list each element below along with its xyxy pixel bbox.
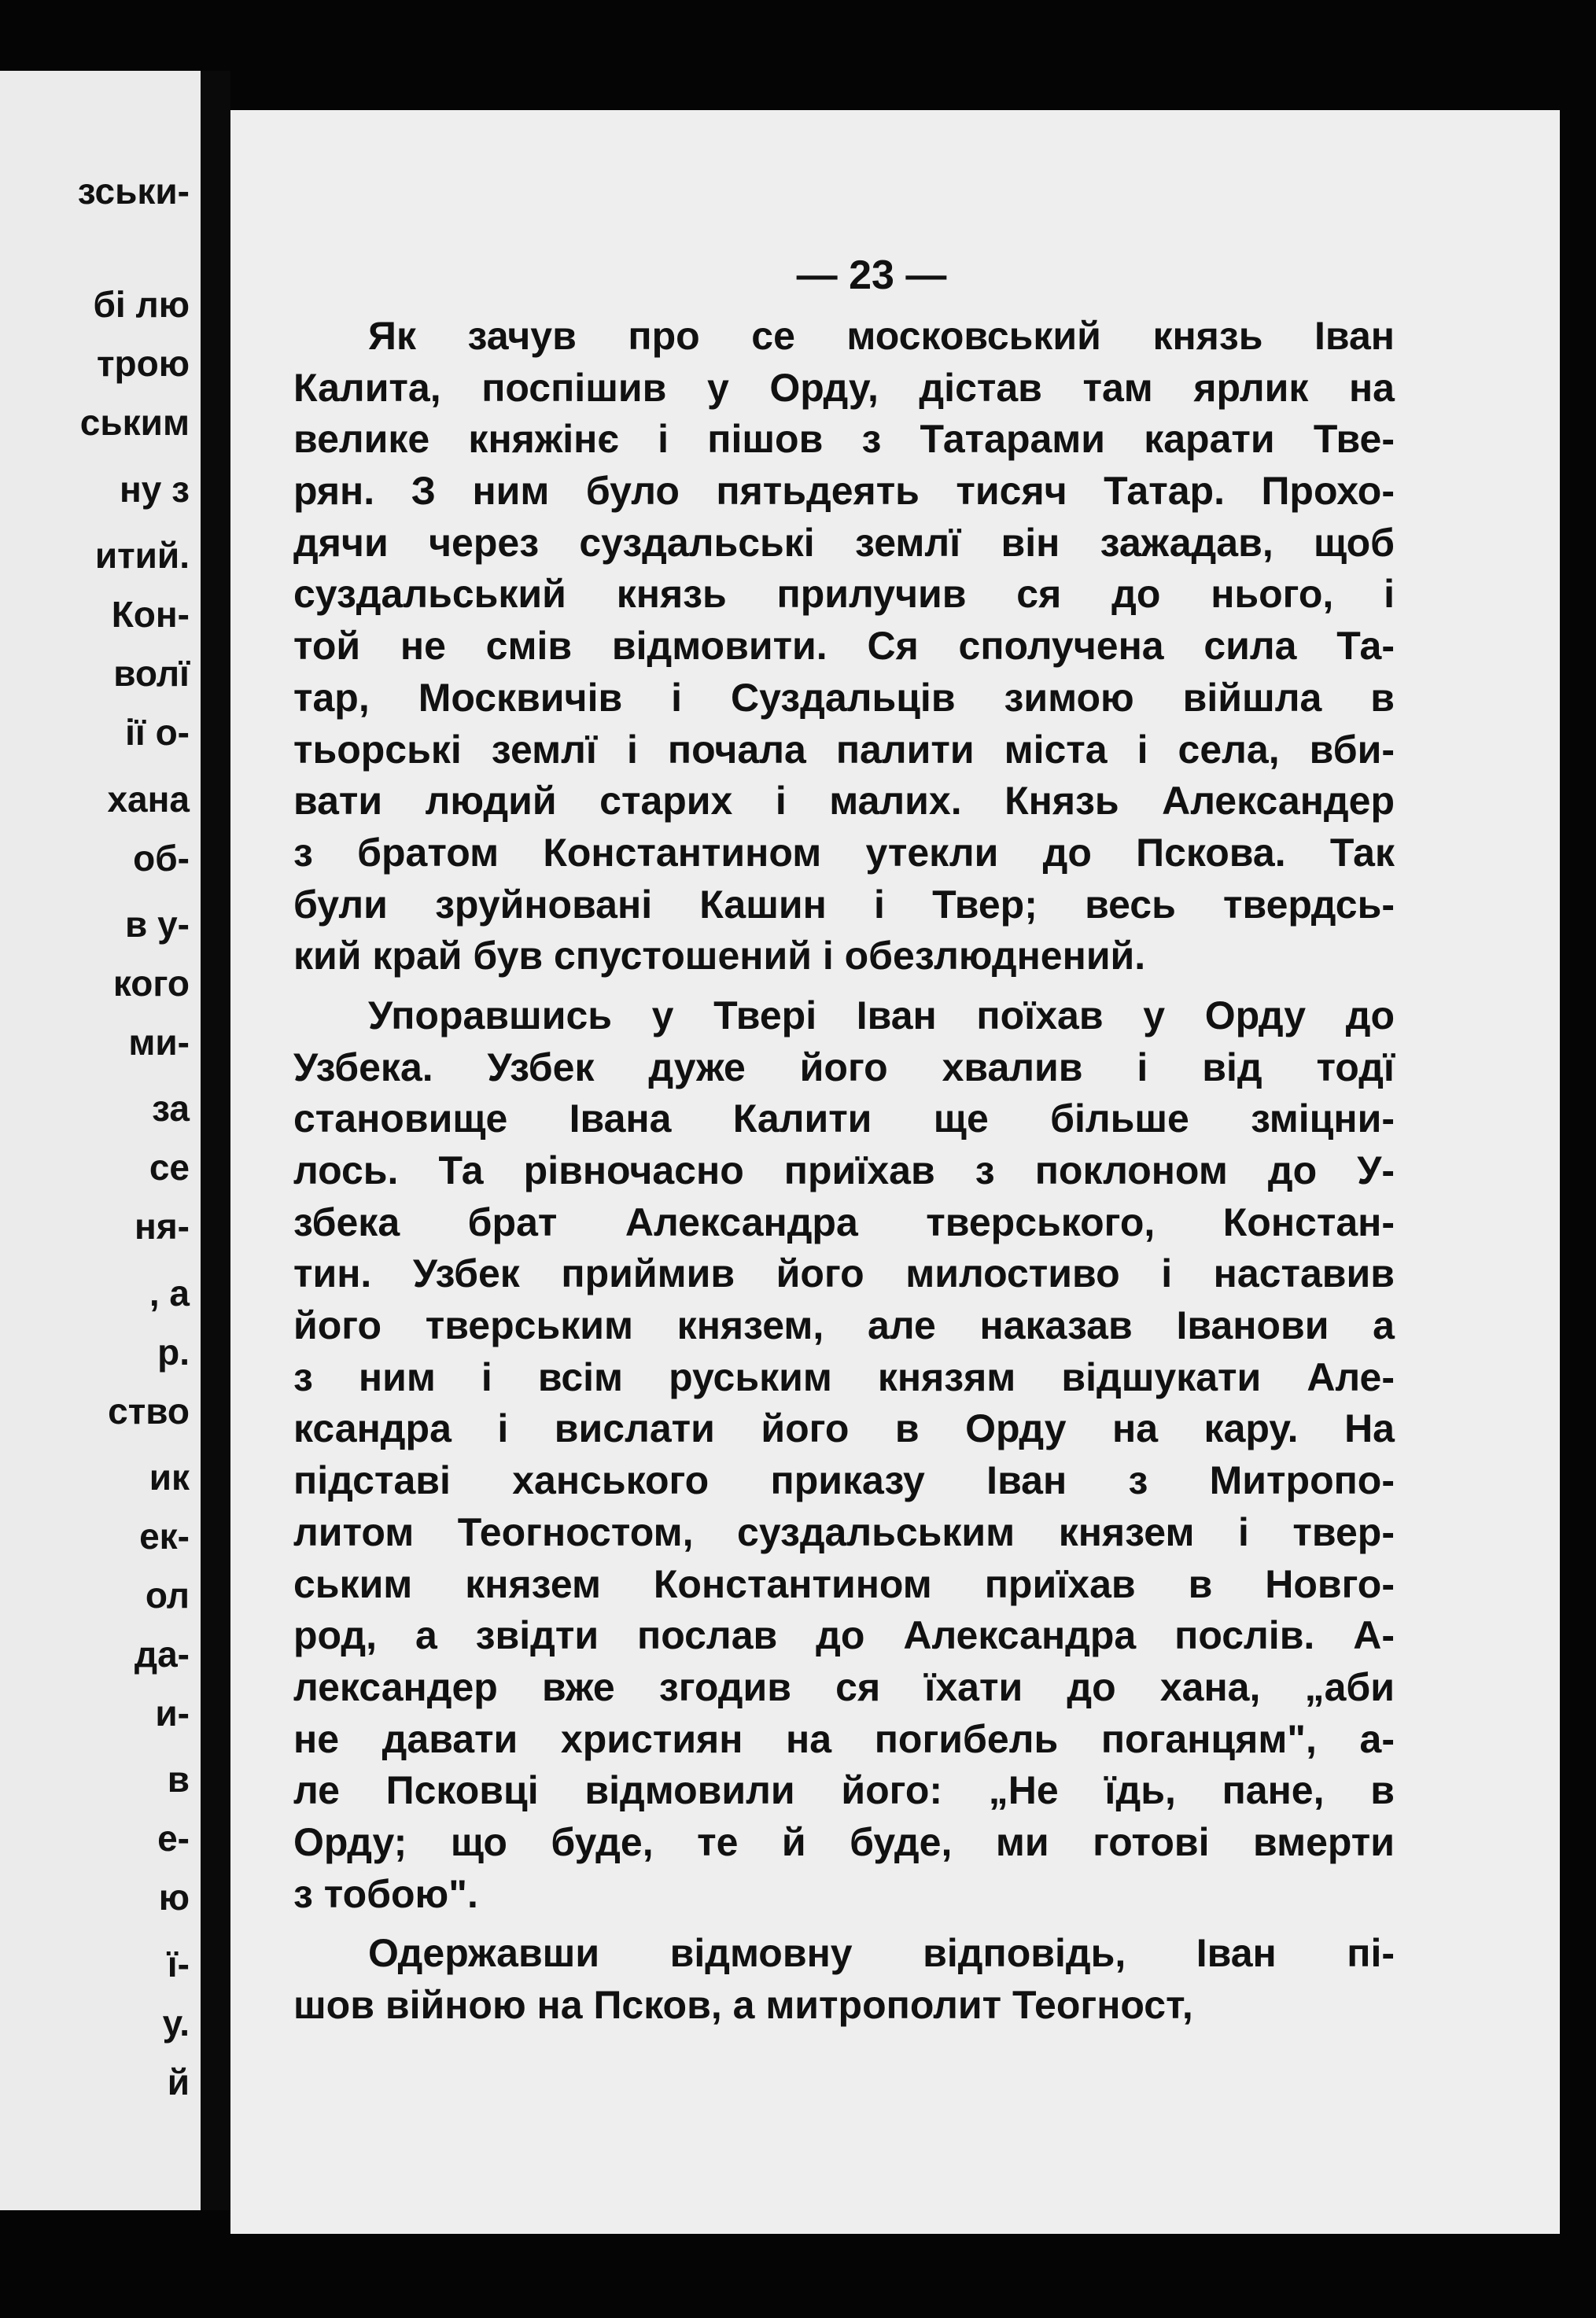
page-text — [293, 311, 1395, 2032]
paragraph — [293, 311, 1395, 982]
left-page-line-fragment: трою — [96, 343, 190, 385]
page-number: — 23 — — [796, 252, 947, 298]
text-line: лександер вже згодив ся їхати до хана, „аби — [293, 1664, 1395, 1709]
text-line: род, а звідти послав до Александра послів. А- — [293, 1613, 1395, 1658]
text-line: кий край був спустошений і обезлюднений. — [293, 934, 1146, 978]
left-page-line-fragment: волї — [113, 653, 190, 695]
text-line: той не смів відмовити. Ся сполучена сила Та- — [293, 624, 1395, 669]
text-line: ле Псковці відмовили його: „Не їдь, пане, в — [293, 1768, 1395, 1813]
left-page-fragment — [0, 71, 201, 2210]
paragraph — [293, 990, 1395, 1920]
left-page-line-fragment: ну з — [119, 468, 190, 510]
paragraph — [293, 1928, 1395, 2031]
left-page-line-fragment: зськи- — [77, 171, 190, 212]
text-line: збека брат Александра тверського, Констан- — [293, 1200, 1395, 1244]
left-page-line-fragment: ол — [145, 1575, 190, 1616]
text-line: з тобою". — [293, 1871, 478, 1916]
text-line: дячи через суздальські землї він зажадав, щоб — [293, 520, 1395, 565]
text-line: становище Івана Калити ще більше зміцни- — [293, 1096, 1395, 1141]
text-line: Одержавши відмовну відповідь, Іван пі- — [368, 1931, 1395, 1976]
left-page-line-fragment: в у- — [125, 903, 190, 945]
text-line: Як зачув про се московський князь Іван — [368, 314, 1395, 358]
left-page-line-fragment: об- — [133, 837, 190, 879]
text-line: Упоравшись у Тверi Іван поїхав у Орду до — [368, 993, 1395, 1037]
text-line: підставі ханського приказу Іван з Митропо- — [293, 1458, 1395, 1503]
text-line: ським князем Константином приїхав в Новго- — [293, 1561, 1395, 1606]
text-line: Калита, поспішив у Орду, дістав там ярлик на — [293, 365, 1395, 410]
left-page-line-fragment: ик — [149, 1457, 190, 1498]
left-page-line-fragment: ським — [79, 402, 190, 444]
left-page-line-fragment: й — [167, 2061, 190, 2102]
left-page-line-fragment: се — [149, 1147, 190, 1188]
text-line: були зруйновані Кашин і Твер; весь твердсь- — [293, 882, 1395, 927]
book-gutter — [201, 71, 230, 2210]
text-line: рян. З ним було пятьдеять тисяч Татар. Прохо- — [293, 469, 1395, 514]
text-line: литом Теогностом, суздальським князем і твер- — [293, 1509, 1395, 1554]
left-page-line-fragment: , а — [149, 1272, 190, 1314]
left-page-line-fragment: ми- — [128, 1021, 190, 1063]
left-page-line-fragment: кого — [112, 962, 190, 1004]
text-line: з братом Константином утекли до Пскова. Так — [293, 830, 1395, 875]
paragraph-gap — [293, 982, 1395, 990]
left-page-line-fragment: ек- — [139, 1516, 190, 1557]
left-page-line-fragment: е- — [157, 1818, 190, 1859]
text-line: тин. Узбек приймив його милостиво і наставив — [293, 1251, 1395, 1296]
text-line: вати людий старих і малих. Князь Александер — [293, 779, 1395, 824]
left-page-line-fragment: Кон- — [111, 594, 190, 636]
text-line: лось. Та рівночасно приїхав з поклоном до У- — [293, 1148, 1395, 1192]
text-line: тьорські землї і почала палити міста і села, вби- — [293, 727, 1395, 772]
left-page-line-fragment: в — [167, 1759, 190, 1800]
text-line: ксандра і вислати його в Орду на кару. На — [293, 1406, 1395, 1451]
text-line: з ним і всім руським князям відшукати Але- — [293, 1354, 1395, 1399]
left-page-line-fragment: итий. — [94, 535, 190, 577]
main-page — [230, 110, 1560, 2234]
text-line: Узбека. Узбек дуже його хвалив і від тодї — [293, 1045, 1395, 1089]
left-page-line-fragment: ня- — [135, 1206, 190, 1247]
left-page-line-fragment: р. — [157, 1331, 190, 1373]
text-line: не давати християн на погибель поганцям", а- — [293, 1716, 1395, 1761]
text-line: суздальський князь прилучив ся до нього, і — [293, 572, 1395, 617]
text-line: його тверським князем, але наказав Іванови а — [293, 1303, 1395, 1348]
text-line: Орду; що буде, те й буде, ми готові вмерти — [293, 1819, 1395, 1864]
left-page-line-fragment: ство — [108, 1390, 190, 1432]
left-page-line-fragment: бі лю — [93, 284, 190, 326]
left-page-line-fragment: у. — [162, 2002, 190, 2043]
text-line: велике княжінє і пішов з Татарами карати Тве- — [293, 417, 1395, 462]
paragraph-gap — [293, 1920, 1395, 1928]
left-page-line-fragment: ії о- — [125, 712, 190, 754]
left-page-line-fragment: хана — [107, 778, 190, 820]
left-page-line-fragment: ю — [158, 1877, 190, 1918]
text-line: шов війною на Псков, а митрополит Теогност, — [293, 1983, 1193, 2027]
left-page-line-fragment: ї- — [167, 1943, 190, 1984]
left-page-line-fragment: за — [152, 1088, 190, 1130]
left-page-line-fragment: и- — [155, 1693, 190, 1734]
text-line: тар, Москвичів і Суздальців зимою війшла в — [293, 675, 1395, 720]
left-page-line-fragment: да- — [134, 1634, 190, 1675]
